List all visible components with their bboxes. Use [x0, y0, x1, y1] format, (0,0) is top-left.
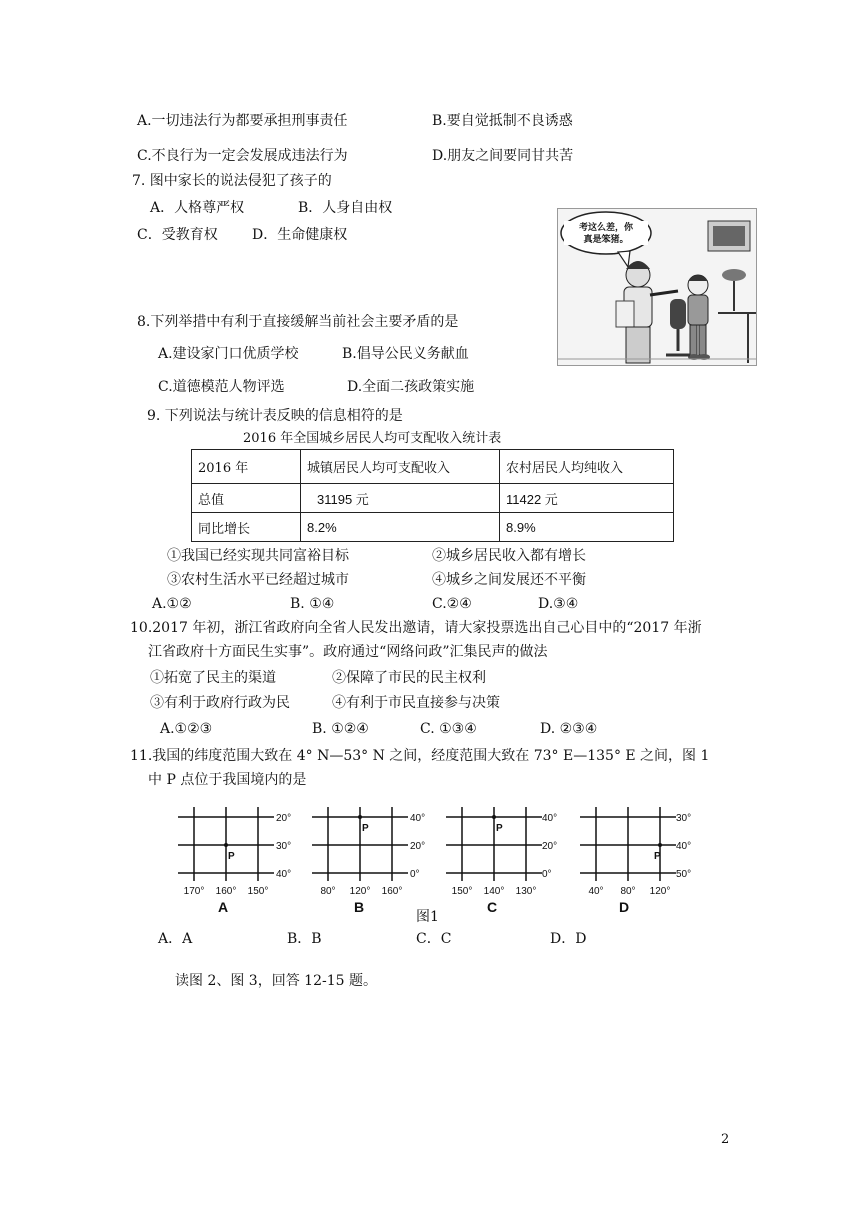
grid-b-letter: B [353, 899, 365, 915]
grid-c-lon-1: 150° [451, 886, 473, 897]
grid-a [178, 807, 291, 915]
q10-statement-4: ④有利于市民直接参与决策 [332, 695, 500, 711]
grid-b-lon-3: 160° [381, 886, 403, 897]
table-header-row [192, 450, 674, 484]
q9-statement-4: ④城乡之间发展还不平衡 [432, 572, 586, 588]
table-row [192, 513, 674, 542]
grid-a-letter: A [217, 899, 229, 915]
q10-statement-1: ①拓宽了民主的渠道 [150, 670, 276, 686]
table-header-cell: 农村居民人均纯收入 [500, 450, 674, 484]
q6-option-c: C.不良行为一定会发展成违法行为 [137, 148, 348, 164]
q10-option-b: B. ①②④ [312, 721, 369, 737]
figure-1-caption: 图1 [416, 909, 439, 925]
q8-option-c: C.道德模范人物评选 [158, 379, 285, 395]
q7-option-c: C．受教育权 [137, 227, 218, 243]
q10-statement-3: ③有利于政府行政为民 [150, 695, 290, 711]
q6-option-d: D.朋友之间要同甘共苦 [432, 148, 574, 164]
grid-d-lon-1: 40° [588, 886, 604, 897]
grid-b-lon-2: 120° [349, 886, 371, 897]
q8-stem: 8.下列举措中有利于直接缓解当前社会主要矛盾的是 [137, 314, 459, 330]
q8-option-b: B.倡导公民义务献血 [342, 346, 469, 362]
grid-a-lon-1: 170° [183, 886, 205, 897]
table-cell: 11422 元 [500, 484, 674, 513]
q10-option-d: D. ②③④ [540, 721, 598, 737]
grid-c-lat-1: 40° [542, 813, 558, 824]
grid-c-lat-2: 20° [542, 841, 558, 852]
q11-option-b: B．B [287, 931, 322, 947]
grid-d-letter: D [618, 899, 630, 915]
grid-a-lon-2: 160° [215, 886, 237, 897]
q10-stem-line1: 10.2017 年初，浙江省政府向全省人民发出邀请，请大家投票选出自己心目中的“2017 年浙 [130, 620, 702, 636]
grid-c [446, 807, 557, 915]
table-cell: 31195 元 [301, 484, 500, 513]
q11-option-d: D．D [550, 931, 587, 947]
q9-option-b: B. ①④ [290, 596, 335, 612]
q7-stem: 7. 图中家长的说法侵犯了孩子的 [132, 173, 332, 189]
grid-b-lon-1: 80° [320, 886, 336, 897]
grid-b [312, 807, 425, 915]
q11-stem-line1: 11.我国的纬度范围大致在 4° N—53° N 之间，经度范围大致在 73° E—135° E 之间，图 1 [130, 748, 710, 764]
grid-d [580, 807, 691, 915]
page-number: 2 [721, 1132, 730, 1147]
bubble-text-2: 真是笨猪。 [583, 235, 629, 245]
q9-option-c: C.②④ [432, 596, 472, 612]
q9-statement-3: ③农村生活水平已经超过城市 [167, 572, 349, 588]
grid-a-point: P [228, 851, 235, 862]
parent-child-cartoon [557, 208, 757, 366]
grid-c-lon-3: 130° [515, 886, 537, 897]
q9-option-a: A.①② [152, 596, 192, 612]
q10-option-c: C. ①③④ [420, 721, 477, 737]
reading-instruction: 读图 2、图 3，回答 12-15 题。 [175, 973, 377, 989]
q6-option-a: A.一切违法行为都要承担刑事责任 [137, 113, 348, 129]
grid-a-lat-1: 20° [276, 813, 292, 824]
grid-d-lat-1: 30° [676, 813, 692, 824]
grid-a-lon-3: 150° [247, 886, 269, 897]
q7-option-d: D．生命健康权 [252, 227, 348, 243]
q10-stem-line2: 江省政府十方面民生实事”。政府通过“网络问政”汇集民声的做法 [148, 644, 548, 660]
q8-option-d: D.全面二孩政策实施 [347, 379, 475, 395]
q9-stem: 9. 下列说法与统计表反映的信息相符的是 [147, 408, 403, 424]
lat-lon-grid-figure [170, 805, 710, 920]
grid-d-point: P [654, 851, 661, 862]
q11-option-c: C．C [416, 931, 452, 947]
grid-c-lat-3: 0° [542, 869, 552, 880]
grid-d-lon-3: 120° [649, 886, 671, 897]
q10-option-a: A.①②③ [160, 721, 213, 737]
table-row [192, 484, 674, 513]
q10-statement-2: ②保障了市民的民主权利 [332, 670, 486, 686]
grid-b-lat-1: 40° [410, 813, 426, 824]
income-statistics-table [191, 449, 674, 542]
q6-option-b: B.要自觉抵制不良诱惑 [432, 113, 573, 129]
grid-d-lon-2: 80° [620, 886, 636, 897]
bubble-text-1: 考这么差，你 [578, 223, 634, 233]
q9-statement-1: ①我国已经实现共同富裕目标 [167, 548, 349, 564]
table-cell: 同比增长 [192, 513, 301, 542]
grid-c-lon-2: 140° [483, 886, 505, 897]
grid-a-lat-2: 30° [276, 841, 292, 852]
grid-c-letter: C [486, 899, 498, 915]
q7-option-b: B．人身自由权 [298, 200, 393, 216]
q9-statement-2: ②城乡居民收入都有增长 [432, 548, 586, 564]
table-header-cell: 城镇居民人均可支配收入 [301, 450, 500, 484]
grid-b-lat-3: 0° [410, 869, 420, 880]
table-cell: 8.2% [301, 513, 500, 542]
q7-option-a: A．人格尊严权 [150, 200, 245, 216]
q9-option-d: D.③④ [538, 596, 579, 612]
grid-c-point: P [496, 823, 503, 834]
table-header-cell: 2016 年 [192, 450, 301, 484]
grid-d-lat-2: 40° [676, 841, 692, 852]
q11-stem-line2: 中 P 点位于我国境内的是 [148, 772, 307, 788]
q8-option-a: A.建设家门口优质学校 [158, 346, 299, 362]
q9-table-title: 2016 年全国城乡居民人均可支配收入统计表 [243, 431, 502, 446]
table-cell: 总值 [192, 484, 301, 513]
grid-b-lat-2: 20° [410, 841, 426, 852]
grid-d-lat-3: 50° [676, 869, 692, 880]
table-cell: 8.9% [500, 513, 674, 542]
q11-option-a: A．A [158, 931, 193, 947]
grid-a-lat-3: 40° [276, 869, 292, 880]
grid-b-point: P [362, 823, 369, 834]
